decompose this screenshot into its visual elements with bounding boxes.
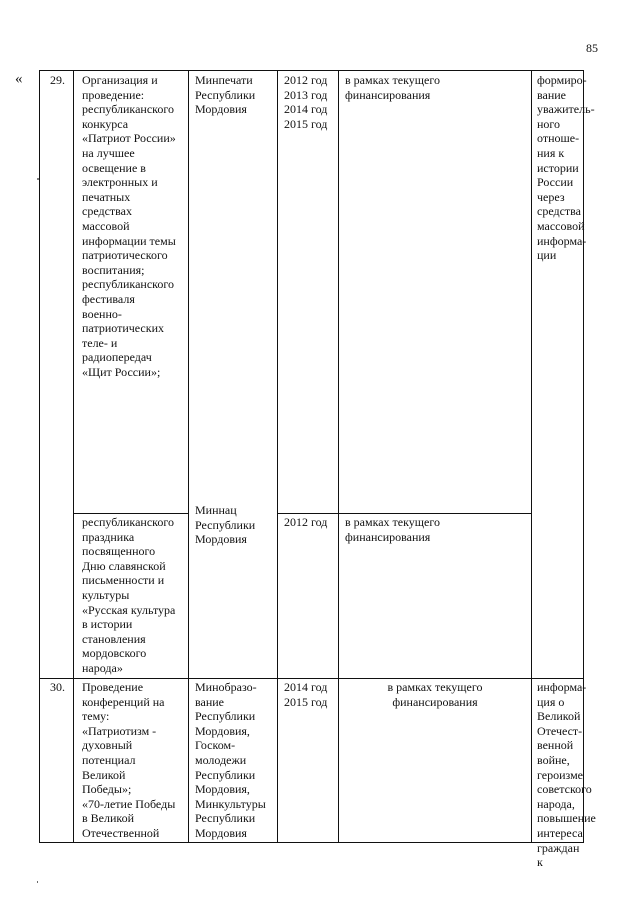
years: 2012 год 2013 год 2014 год 2015 год <box>284 73 328 131</box>
scan-speck <box>37 881 38 883</box>
funding: в рамках текущего финансирования <box>387 680 483 709</box>
funding: в рамках текущего финансирования <box>345 73 440 102</box>
column-divider <box>338 71 339 842</box>
event-description: республиканского праздника посвященного Дню славянской письменности и культуры «Русская культура в истории становления мордовского народа» <box>82 515 176 675</box>
executor: Миннац Республики Мордовия <box>195 503 256 547</box>
event-description: Организация и проведение: республиканского конкурса «Патриот России» на лучшее освещение в электронных и печатных средствах массовой информации темы патриотического воспитания; республиканского фестиваля военно- патриотических теле- и радиопередач «Щит России»; <box>82 73 176 379</box>
column-divider <box>531 71 532 842</box>
executor: Минобразо- вание Республики Мордовия, Госком- молодежи Республики Мордовия, Минкультуры Республики Мордовия <box>195 680 266 840</box>
row-number: 29. <box>50 73 65 87</box>
years: 2012 год <box>284 515 328 529</box>
continuation-quote-mark: « <box>15 71 23 87</box>
funding: в рамках текущего финансирования <box>345 515 440 544</box>
subrow-divider <box>277 513 531 514</box>
subrow-divider <box>73 513 188 514</box>
executor: Минпечати Республики Мордовия <box>195 73 256 117</box>
page-number: 85 <box>586 41 598 55</box>
row-number: 30. <box>50 680 65 694</box>
expected-result: информа- ция о Великой Отечест- венной войне, героизме советского народа, повышение интереса граждан к <box>537 680 596 870</box>
column-divider <box>73 71 74 842</box>
expected-result: формиро- вание уважитель- ного отноше- ния к истории России через средства массовой информа- ции <box>537 73 595 263</box>
plan-table <box>39 70 596 870</box>
years: 2014 год 2015 год <box>284 680 328 709</box>
event-description: Проведение конференций на тему: «Патриотизм - духовный потенциал Великой Победы»; «70-летие Победы в Великой Отечественной <box>82 680 176 840</box>
column-divider <box>188 71 189 842</box>
column-divider <box>277 71 278 842</box>
row-divider <box>40 678 584 679</box>
